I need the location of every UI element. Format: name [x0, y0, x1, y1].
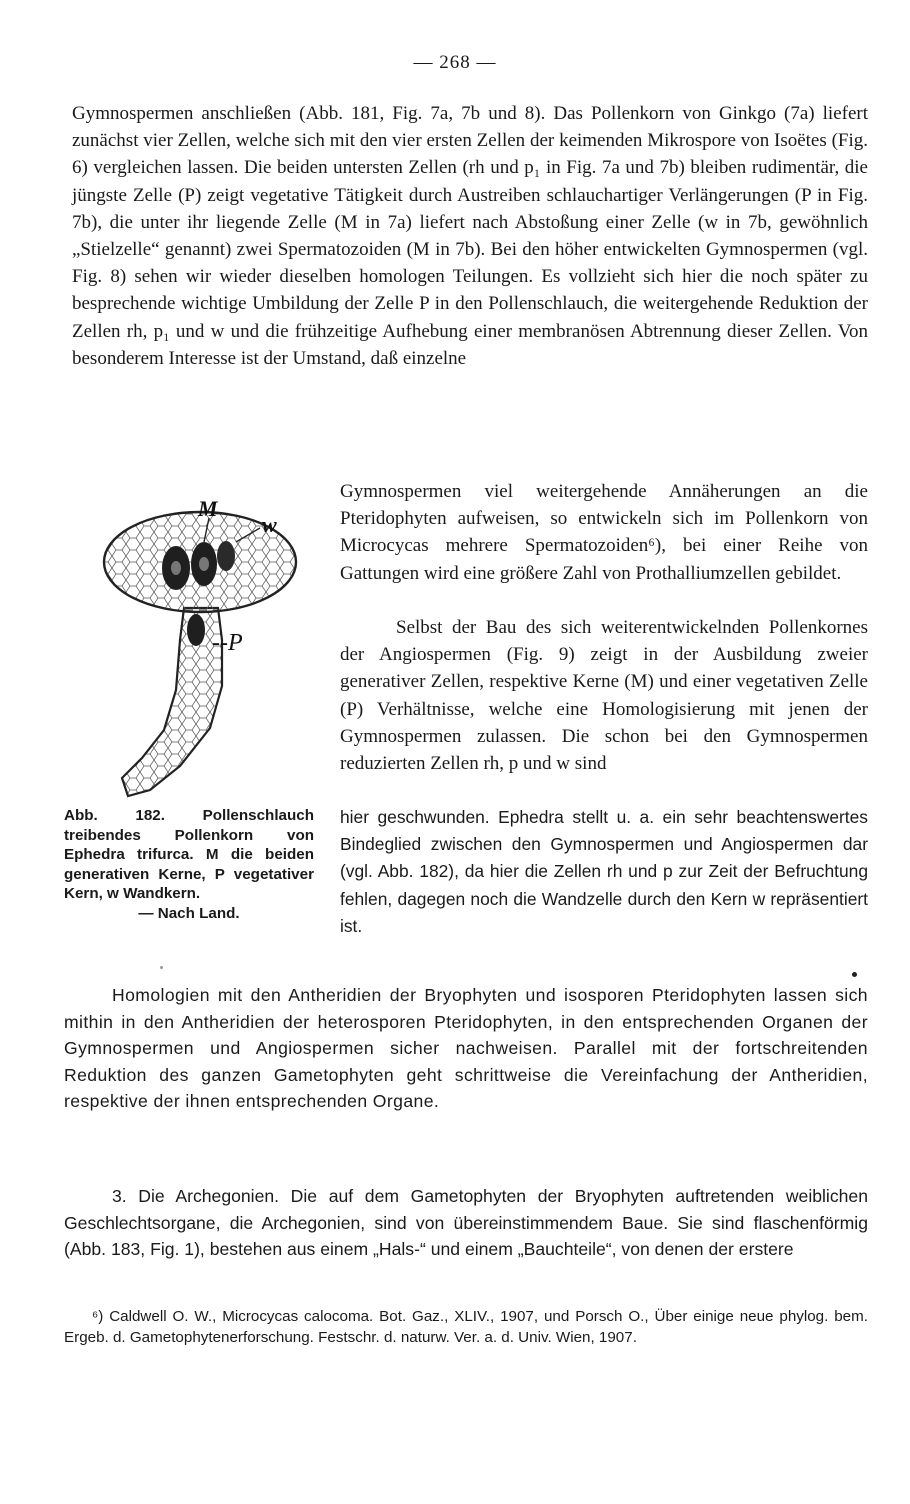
paragraph-archegonien: 3. Die Archegonien. Die auf dem Gametophyten der Bryophyten auftretenden weiblichen Geschlechtsorgane, die Archegonien, sind von übereinstimmendem Baue. Sie sind flaschenförmig (Abb. 183, Fig. 1), bestehen aus einem „Hals-“ und einem „Bauchteile“, von denen der erstere — [64, 1186, 868, 1259]
label-p: --P — [212, 630, 243, 656]
paragraph-ephedra: hier geschwunden. Ephedra stellt u. a. ein sehr beachtenswertes Bindeglied zwischen den Gymnospermen und Angiospermen dar (vgl. Abb. 182), da hier die Zellen rh und p zur Zeit der Befruchtung fehlen, dagegen noch die Wandzelle durch den Kern w repräsentiert ist. — [340, 807, 868, 936]
paragraph-angiospermen: Selbst der Bau des sich weiterentwickelnden Pollenkornes der Angiospermen (Fig. 9) zeigt in der Ausbildung zweier generativer Zellen, respektive Kerne (M) und einer vegetativen Zelle (P) Verhältnisse, welche eine Homologisierung mit jenen der Gymnospermen zulassen. Die schon bei den Gymnospermen reduzierten Zellen rh, p und w sind — [340, 617, 868, 775]
stray-mark — [160, 966, 163, 969]
figure-caption-text: Abb. 182. Pollenschlauch treibendes Pollenkorn von Ephedra trifurca. M die beiden generativen Kerne, P vegetativer Kern, w Wandkern. — [64, 807, 314, 903]
paragraph-homologien: Homologien mit den Antheridien der Bryophyten und isosporen Pteridophyten lassen sich mithin in den Antheridien der heterosporen Pteridophyten, in den entsprechenden Organen der Gymnospermen und Angiospermen sicher nachweisen. Parallel mit der fortschreitenden Reduktion des ganzen Gametophyten geht schrittweise die Vereinfachung der Antheridien, respektive der ihnen entsprechenden Organe. — [64, 985, 868, 1111]
pollen-grain-illustration — [84, 490, 318, 802]
margin-dot — [852, 972, 857, 977]
paragraph-text: Gymnospermen anschließen (Abb. 181, Fig. 7a, 7b und 8). Das Pollenkorn von Ginkgo (7a) liefert zunächst vier Zellen, welche sich mit den vier ersten Zellen der keimenden Mikrospore von Isoëtes (Fig. 6) vergleichen lassen. Die beiden untersten Zellen (rh und p₁ in Fig. 7a und 7b) bleiben rudimentär, die jüngste Zelle (P) zeigt vegetative Tätigkeit durch Austreiben schlauchartiger Verlängerungen (P in Fig. 7b), die unter ihr liegende Zelle (M in 7a) liefert nach Abstoßung einer Zelle (w in 7b, gewöhnlich „Stielzelle“ genannt) zwei Spermatozoiden (M in 7b). Bei den höher entwickelten Gymnospermen (vgl. Fig. 8) sehen wir wieder dieselben homologen Teilungen. Es vollzieht sich hier die noch später zu besprechende wichtige Umbildung der Zelle P in den Pollenschlauch, die weitergehende Reduktion der Zellen rh, p₁ und w und die frühzeitige Aufhebung einer membranösen Abtrennung dieser Zellen. Von besonderem Interesse ist der Umstand, daß einzelne — [72, 103, 868, 369]
figure-caption — [64, 806, 314, 924]
label-w: w — [262, 512, 277, 537]
page-number: — 268 — — [413, 52, 497, 73]
footnote — [64, 1306, 868, 1348]
paragraph-gymnospermen — [72, 100, 868, 372]
footnote-text: ⁶) Caldwell O. W., Microcycas calocoma. Bot. Gaz., XLIV., 1907, und Porsch O., Über einige neue phylog. bem. Ergeb. d. Gametophytenerforschung. Festschr. d. naturw. Ver. a. d. Univ. Wien, 1907. — [64, 1308, 868, 1346]
figure-182 — [64, 490, 318, 950]
figure-caption-source: — Nach Land. — [138, 904, 240, 922]
label-m: M — [198, 496, 218, 521]
paragraph-continuation: Gymnospermen viel weitergehende Annäherungen an die Pteridophyten aufweisen, so entwickeln sich im Pollenkorn von Microcycas mehrere Spermatozoiden⁶), bei einer Reihe von Gattungen wird eine größere Zahl von Prothalliumzellen gebildet. — [340, 481, 868, 584]
